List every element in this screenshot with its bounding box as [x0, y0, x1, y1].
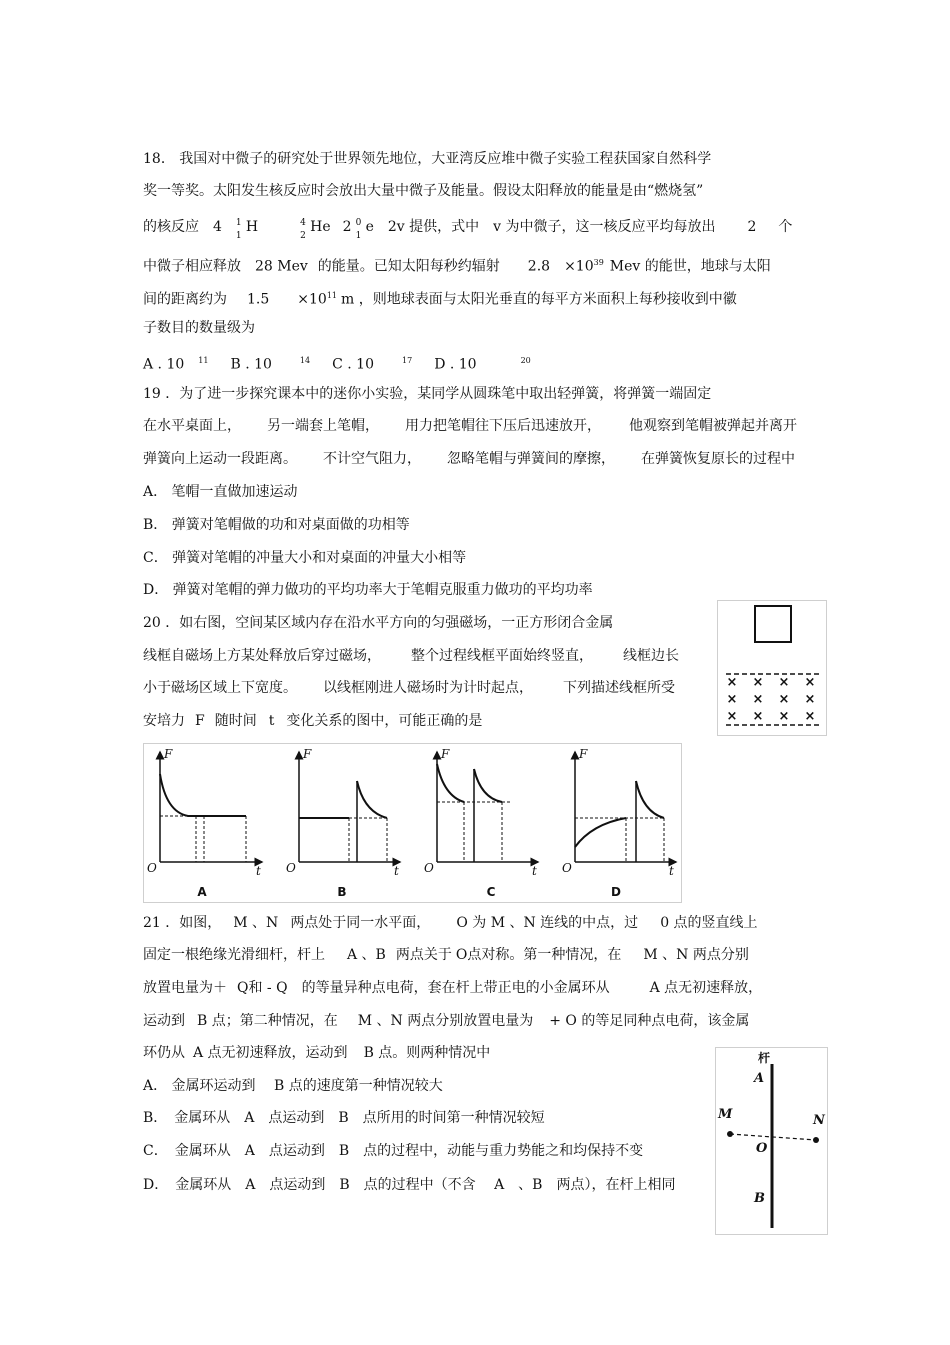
graph-b-origin: O: [286, 861, 296, 875]
graph-c-curve-2: [474, 769, 502, 802]
q20-graphs-svg: [144, 744, 681, 902]
field-x-mark: ×: [726, 692, 738, 707]
q19-option-a: A． 笔帽一直做加速运动: [143, 484, 298, 500]
graph-a-t-label: t: [256, 864, 261, 878]
q21-option-a: A． 金属环运动到 B 点的速度第一种情况较大: [143, 1078, 443, 1094]
field-x-mark: ×: [778, 675, 790, 690]
q18-line-1: 18． 我国对中微子的研究处于世界领先地位，大亚湾反应堆中微子实验工程获国家自然科学: [143, 151, 712, 167]
q19-line-1: 19 ．为了进一步探究课本中的迷你小实验，某同学从圆珠笔中取出轻弹簧，将弹簧一端固定: [143, 386, 712, 402]
q21-line-4: 运动到 B 点；第二种情况，在 M 、N 两点分别放置电量为 + O 的等足同种点电荷，该金属: [143, 1013, 750, 1029]
q18-line-2: 奖一等奖。太阳发生核反应时会放出大量中微子及能量。假设太阳释放的能量是由“燃烧氢”: [143, 183, 704, 199]
q18-line-6: 子数目的数量级为: [143, 320, 255, 336]
q20-field-figure: [717, 600, 827, 736]
q19-line-2: 在水平桌面上， 另一端套上笔帽， 用力把笔帽往下压后迅速放开， 他观察到笔帽被弹起并离开: [143, 418, 797, 434]
graph-d-curve-2: [636, 781, 664, 818]
graph-d-t-label: t: [669, 864, 674, 878]
graph-c-label: C: [486, 885, 496, 899]
q18-options: A . 10 $^{11}$ B . 10 $^{14}$ C . 10 $^{17}$ D . 10 $^{20}$: [143, 356, 531, 373]
q20-line-4: 安培力 F 随时间 t 变化关系的图中，可能正确的是: [143, 713, 483, 729]
field-x-mark: ×: [804, 709, 816, 724]
graph-c-f-label: F: [441, 747, 450, 761]
rod-label: 杆: [758, 1051, 771, 1065]
field-x-mark: ×: [752, 692, 764, 707]
graph-a-label: A: [197, 885, 207, 899]
q18-line-3: 的核反应 4 1 1 H 4 2 He 2 0 1 e 2v 提供，式中 v 为中微子，这一核反应平均每放出 2 个: [143, 218, 793, 241]
q19-option-b: B． 弹簧对笔帽做的功和对桌面做的功相等: [143, 517, 410, 533]
q21-option-d: D． 金属环从 A 点运动到 B 点的过程中（不含 A 、B 两点），在杆上相同: [143, 1177, 676, 1193]
q20-field-svg: [718, 601, 826, 735]
graph-c-t-label: t: [532, 864, 537, 878]
q21-option-b: B． 金属环从 A 点运动到 B 点所用的时间第一种情况较短: [143, 1110, 545, 1126]
q21-line-1: 21 ．如图， M 、N 两点处于同一水平面， O 为 M 、N 连线的中点，过 0 点的竖直线上: [143, 915, 758, 931]
q21-rod-figure: [715, 1047, 828, 1235]
field-x-mark: ×: [804, 692, 816, 707]
q19-option-d: D． 弹簧对笔帽的弹力做功的平均功率大于笔帽克服重力做功的平均功率: [143, 582, 593, 598]
point-m-dot: [727, 1131, 733, 1137]
graph-d-f-label: F: [579, 747, 588, 761]
point-o-label: O: [756, 1141, 768, 1156]
field-x-mark: ×: [726, 675, 738, 690]
field-x-mark: ×: [752, 709, 764, 724]
field-x-mark: ×: [804, 675, 816, 690]
q21-option-c: C． 金属环从 A 点运动到 B 点的过程中，动能与重力势能之和均保持不变: [143, 1143, 644, 1159]
q21-rod-svg: [716, 1048, 827, 1234]
graph-b-curve: [357, 781, 387, 818]
q20-line-3: 小于磁场区域上下宽度。 以线框刚进人磁场时为计时起点， 下列描述线框所受: [143, 680, 675, 696]
point-m-label: M: [718, 1107, 733, 1122]
graph-b-label: B: [337, 885, 347, 899]
field-x-mark: ×: [726, 709, 738, 724]
graph-b-f-label: F: [303, 747, 312, 761]
point-a-label: A: [754, 1071, 765, 1086]
graph-d-label: D: [611, 885, 621, 899]
graph-a-origin: O: [147, 861, 157, 875]
graph-b-t-label: t: [394, 864, 399, 878]
q21-line-5: 环仍从 A 点无初速释放，运动到 B 点。则两种情况中: [143, 1045, 491, 1061]
point-n-label: N: [813, 1113, 825, 1128]
q20-graphs-figure: [143, 743, 682, 903]
square-frame: [755, 606, 791, 642]
q18-line-5: 间的距离约为 $1.5 \times 10^{11}$ m ，则地球表面与太阳光垂直的每平方米面积上每秒接收到中徽: [143, 291, 737, 308]
graph-c-curve-1: [437, 764, 464, 802]
graph-a-f-label: F: [164, 747, 173, 761]
point-b-label: B: [754, 1191, 765, 1206]
q21-line-2: 固定一根绝缘光滑细杆，杆上 A 、B 两点关于 O点对称。第一种情况，在 M 、N 两点分别: [143, 947, 749, 963]
q18-line-4: 中微子相应释放 28 Mev 的能量。已知太阳每秒约辐射 $2.8 \times 10^{39}$ Mev 的能世，地球与太阳: [143, 258, 771, 275]
graph-d-curve-1: [575, 818, 626, 847]
graph-a-curve: [160, 774, 246, 816]
q21-line-3: 放置电量为＋ Q和 - Q 的等量异种点电荷，套在杆上带正电的小金属环从 A 点无初速释放，: [143, 980, 763, 996]
field-x-mark: ×: [778, 692, 790, 707]
field-x-mark: ×: [752, 675, 764, 690]
point-n-dot: [813, 1137, 819, 1143]
graph-c-origin: O: [424, 861, 434, 875]
field-x-mark: ×: [778, 709, 790, 724]
graph-d-origin: O: [562, 861, 572, 875]
q20-line-1: 20 ．如右图，空间某区域内存在沿水平方向的匀强磁场，一正方形闭合金属: [143, 615, 614, 631]
q20-line-2: 线框自磁场上方某处释放后穿过磁场， 整个过程线框平面始终竖直， 线框边长: [143, 648, 679, 664]
q19-option-c: C． 弹簧对笔帽的冲量大小和对桌面的冲量大小相等: [143, 550, 467, 566]
q19-line-3: 弹簧向上运动一段距离。 不计空气阻力， 忽略笔帽与弹簧间的摩擦， 在弹簧恢复原长的过程中: [143, 451, 795, 467]
